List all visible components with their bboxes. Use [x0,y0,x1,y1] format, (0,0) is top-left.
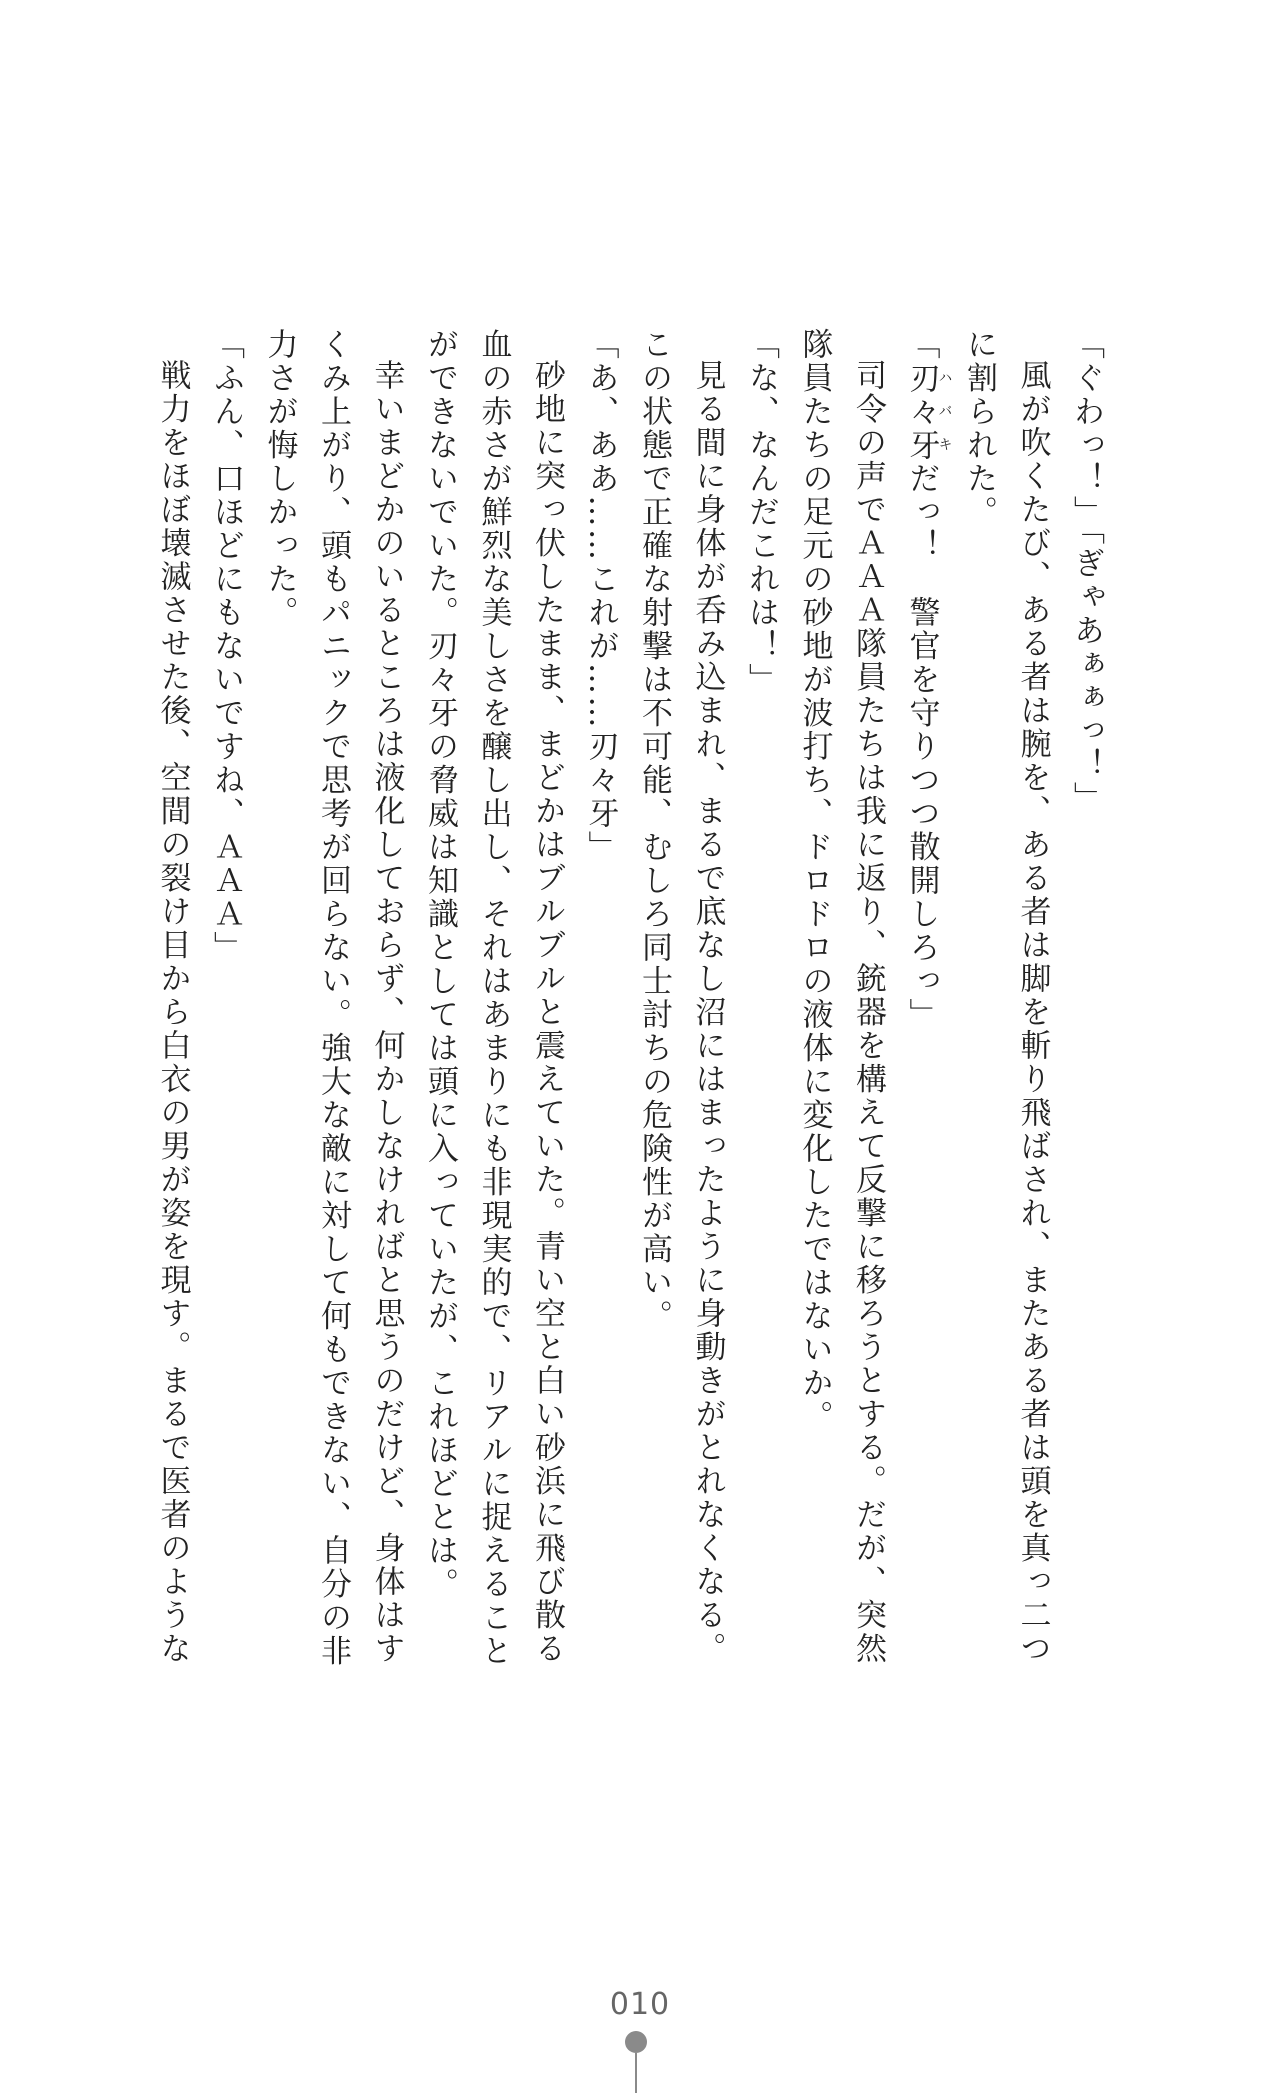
text-line: 「な、なんだこれは！」 [743,328,779,697]
page-marker-dot [625,2031,647,2053]
furigana-ruby: 刃々牙ハバキ [903,361,953,462]
text-line: 砂地に突っ伏したまま、まどかはブルブルと震えていた。青い空と白い砂浜に飛び散る [529,359,565,1666]
text-line: 「刃々牙ハバキだっ！ 警官を守りつつ散開しろっ」 [903,328,953,1032]
text-line: 司令の声でＡＡＡ隊員たちは我に返り、銃器を構えて反撃に移ろうとする。だが、突然 [850,359,886,1666]
furigana-text: ハバキ [936,361,953,462]
text-line: 血の赤さが鮮烈な美しさを醸し出し、それはあまりにも非現実的で、リアルに捉えること [475,328,512,1668]
text-line: 「ぐわっ！」「ぎゃあぁぁっ！」 [1068,328,1104,815]
novel-body-text [154,328,1112,1748]
text-line: 隊員たちの足元の砂地が波打ち、ドロドロの液体に変化したではないか。 [796,328,833,1434]
page-marker-line [635,2053,637,2093]
text-line: 力さが悔しかった。 [261,328,298,630]
text-line: 幸いまどかのいるところは液化しておらず、何かしなければと思うのだけど、身体はす [368,359,405,1666]
text-line: 戦力をほぼ壊滅させた後、空間の裂け目から白衣の男が姿を現す。まるで医者のような [154,359,191,1666]
page-number: 010 [609,1987,671,2022]
text-line: 見る間に身体が呑み込まれ、まるで底なし沼にはまったように身動きがとれなくなる。 [689,359,726,1666]
text-line: に割られた。 [961,328,997,529]
text-line: 風が吹くたび、ある者は腕を、ある者は脚を斬り飛ばされ、またある者は頭を真っ二つ [1014,359,1051,1666]
text-line: 「あ、ああ……これが……刃々牙」 [582,328,619,864]
text-line: この状態で正確な射撃は不可能、むしろ同士討ちの危険性が高い。 [636,328,672,1333]
text-line: 「ふん、口ほどにもないですね、ＡＡＡ」 [208,328,244,965]
text-line: ができないでいた。刃々牙の脅威は知識としては頭に入っていたが、これほどとは。 [422,328,458,1601]
text-line: くみ上がり、頭もパニックで思考が回らない。強大な敵に対して何もできない、自分の非 [315,328,351,1668]
